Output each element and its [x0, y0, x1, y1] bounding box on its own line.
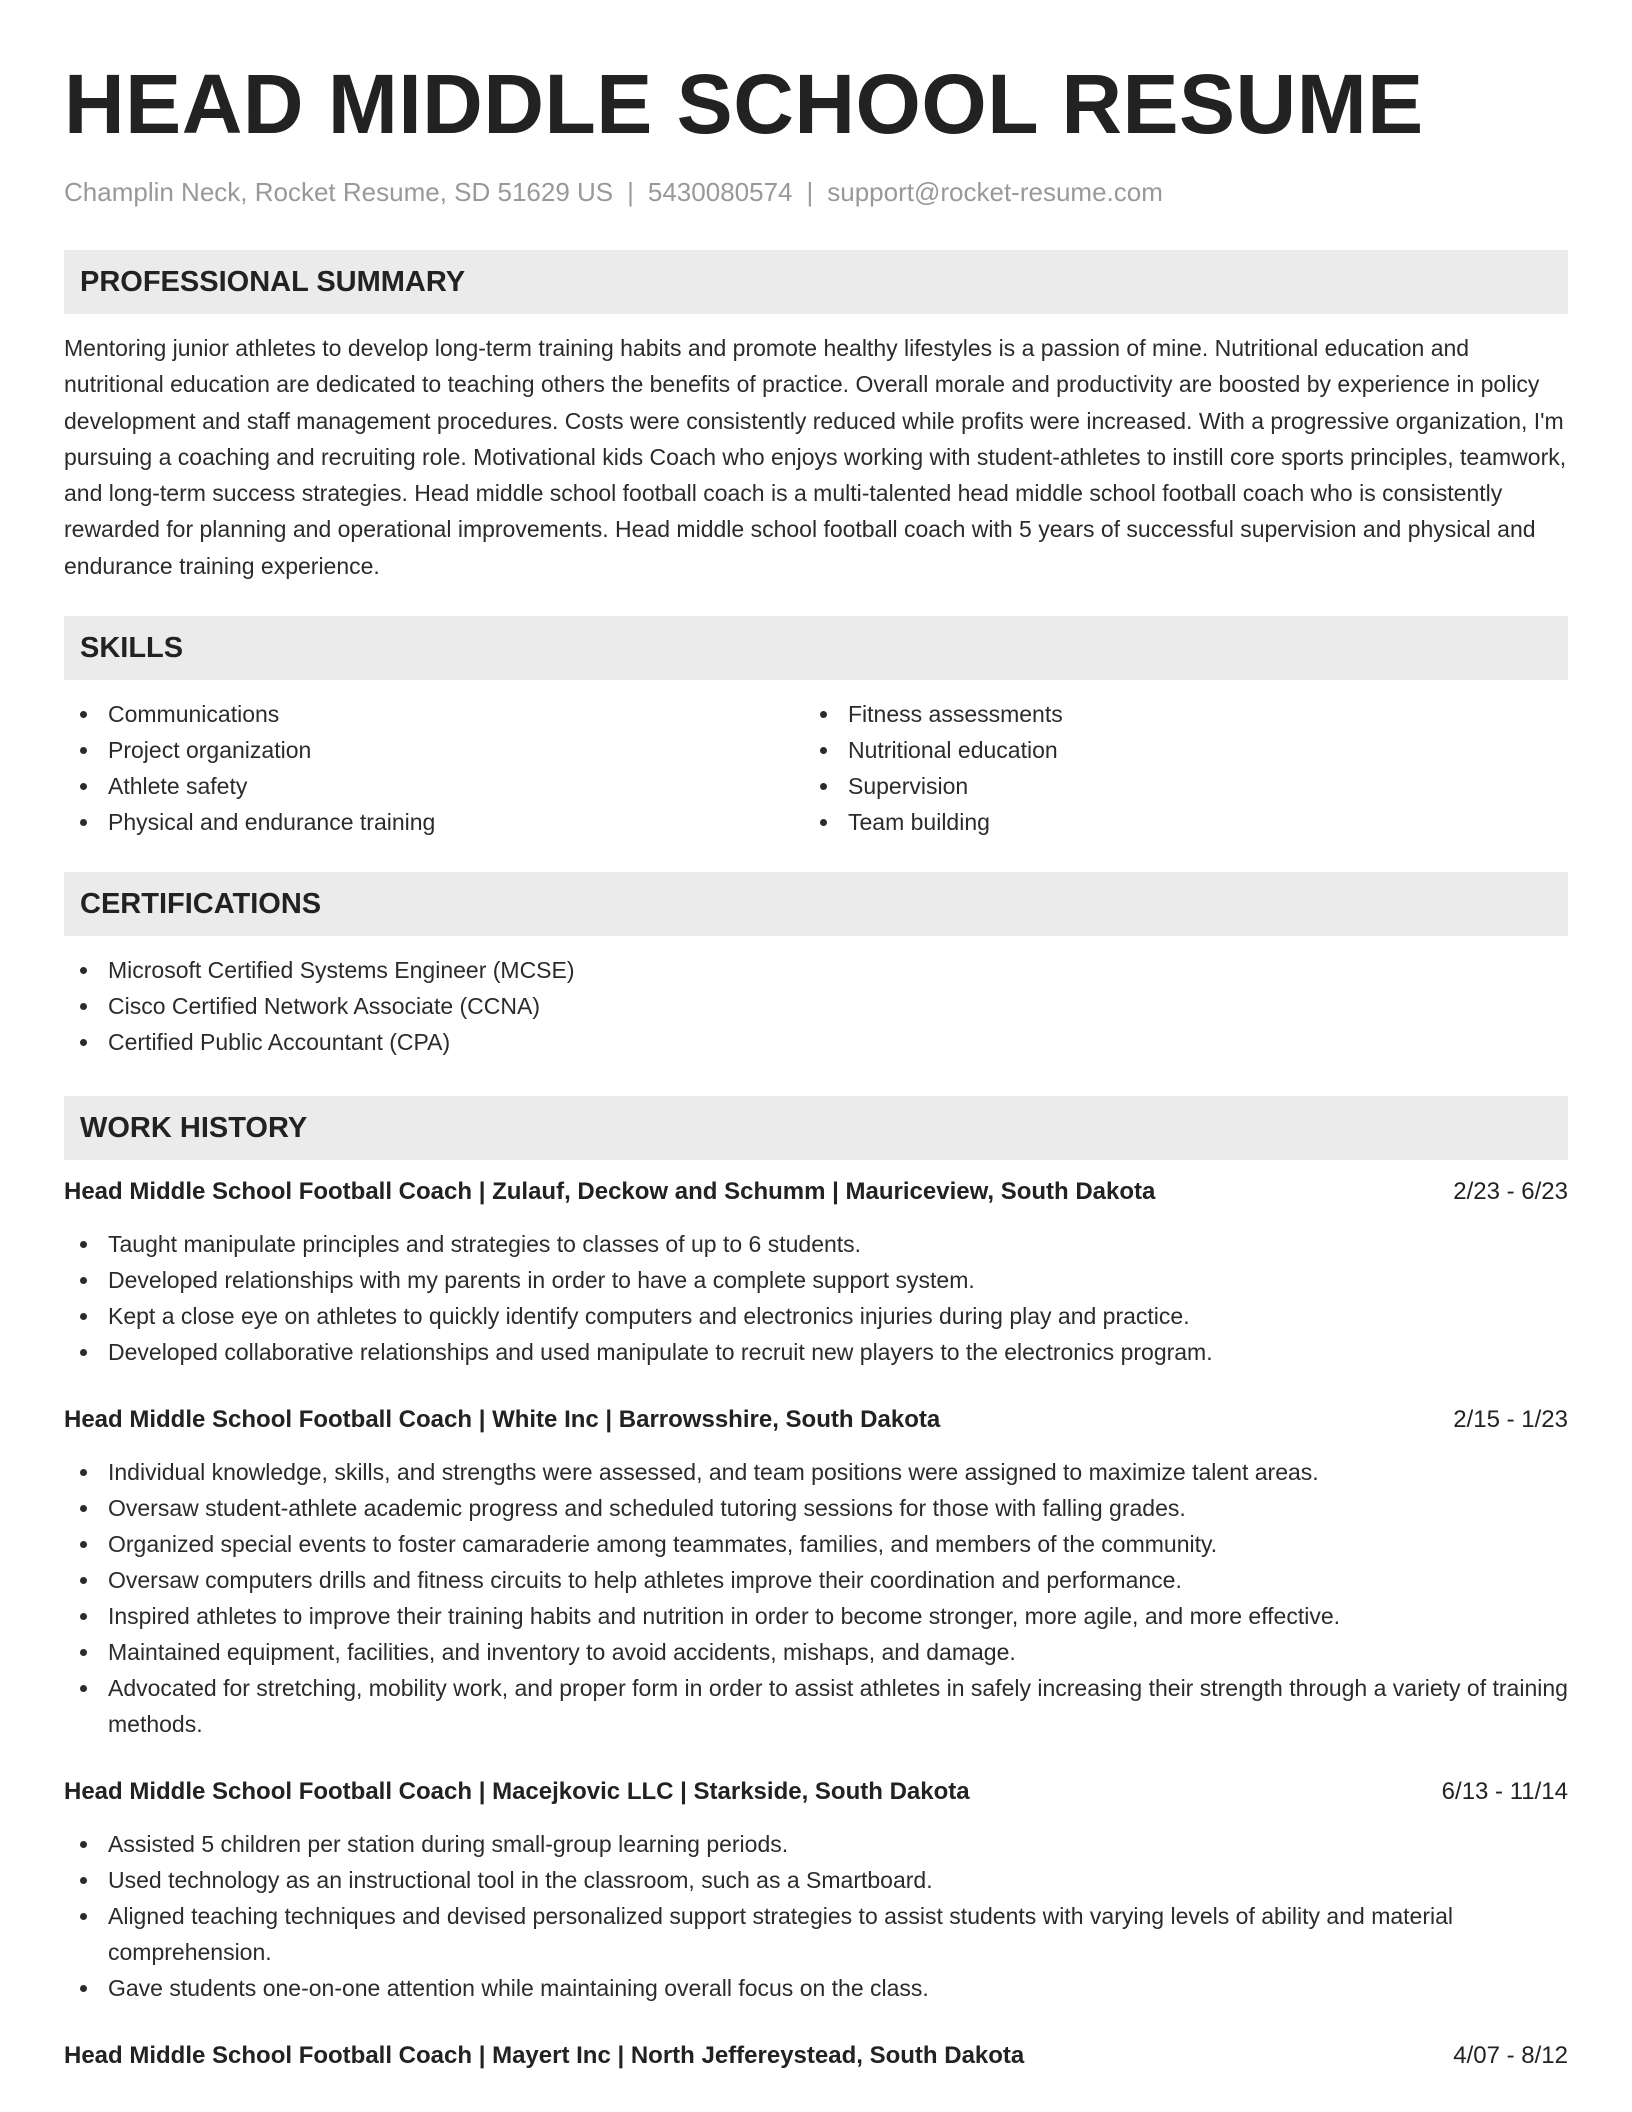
- job-dates: 2/23 - 6/23: [1453, 1178, 1568, 1206]
- job-bullet: Taught manipulate principles and strategies to classes of up to 6 students.: [64, 1226, 1568, 1262]
- skills-heading: SKILLS: [64, 616, 1568, 680]
- work-history-section: [64, 1096, 1568, 2074]
- job-title: Head Middle School Football Coach | White Inc | Barrowsshire, South Dakota: [64, 1406, 941, 1434]
- skill-item: Project organization: [64, 732, 804, 768]
- skill-item: Physical and endurance training: [64, 804, 804, 840]
- work-history-heading: WORK HISTORY: [64, 1096, 1568, 1160]
- job-bullet: Developed collaborative relationships and used manipulate to recruit new players to the electronics program.: [64, 1334, 1568, 1370]
- skill-item: Team building: [804, 804, 1544, 840]
- skills-section: [64, 616, 1568, 840]
- job-title: Head Middle School Football Coach | Mayert Inc | North Jeffereystead, South Dakota: [64, 2042, 1025, 2070]
- job-bullet: Kept a close eye on athletes to quickly identify computers and electronics injuries during play and practice.: [64, 1298, 1568, 1334]
- certifications-list: [64, 952, 1568, 1060]
- job-entry: [64, 1174, 1568, 1370]
- skills-list-left: [64, 696, 804, 840]
- certifications-section: [64, 872, 1568, 1060]
- job-bullet: Inspired athletes to improve their training habits and nutrition in order to become stronger, more agile, and more effective.: [64, 1598, 1568, 1634]
- job-bullet: Oversaw student-athlete academic progress and scheduled tutoring sessions for those with falling grades.: [64, 1490, 1568, 1526]
- skills-list-right: [804, 696, 1544, 840]
- job-bullet: Individual knowledge, skills, and strengths were assessed, and team positions were assigned to maximize talent areas.: [64, 1454, 1568, 1490]
- certification-item: Microsoft Certified Systems Engineer (MCSE): [64, 952, 1568, 988]
- job-dates: 6/13 - 11/14: [1441, 1778, 1568, 1806]
- job-dates: 4/07 - 8/12: [1453, 2042, 1568, 2070]
- resume-title: HEAD MIDDLE SCHOOL RESUME: [64, 57, 1424, 151]
- contact-address: Champlin Neck, Rocket Resume, SD 51629 US: [64, 177, 614, 207]
- job-title: Head Middle School Football Coach | Zulauf, Deckow and Schumm | Mauriceview, South Dakota: [64, 1178, 1156, 1206]
- job-bullet: Aligned teaching techniques and devised personalized support strategies to assist students with varying levels of ability and material comprehension.: [64, 1898, 1568, 1970]
- job-entry: [64, 1402, 1568, 1742]
- job-bullets: [64, 1826, 1568, 2006]
- job-header: [64, 1174, 1568, 1210]
- job-bullet: Advocated for stretching, mobility work, and proper form in order to assist athletes in safely increasing their strength through a variety of training methods.: [64, 1670, 1568, 1742]
- skill-item: Communications: [64, 696, 804, 732]
- contact-phone: 5430080574: [647, 177, 793, 207]
- job-bullets: [64, 1454, 1568, 1742]
- skills-grid: [64, 696, 1568, 840]
- job-entry: [64, 2038, 1568, 2074]
- job-bullet: Developed relationships with my parents in order to have a complete support system.: [64, 1262, 1568, 1298]
- job-dates: 2/15 - 1/23: [1453, 1406, 1568, 1434]
- job-bullet: Used technology as an instructional tool in the classroom, such as a Smartboard.: [64, 1862, 1568, 1898]
- job-header: [64, 1774, 1568, 1810]
- job-bullet: Assisted 5 children per station during small-group learning periods.: [64, 1826, 1568, 1862]
- summary-section: [64, 250, 1568, 584]
- summary-text: Mentoring junior athletes to develop long-term training habits and promote healthy lifestyles is a passion of mine. Nutritional education and nutritional education are dedicated to teaching others the benefits of practice. Overall morale and productivity are boosted by experience in policy development and staff management procedures. Costs were consistently reduced while profits were increased. With a progressive organization, I'm pursuing a coaching and recruiting role. Motivational kids Coach who enjoys working with student-athletes to instill core sports principles, teamwork, and long-term success strategies. Head middle school football coach is a multi-talented head middle school football coach who is consistently rewarded for planning and operational improvements. Head middle school football coach with 5 years of successful supervision and physical and endurance training experience.: [64, 335, 1567, 579]
- contact-separator: |: [806, 177, 814, 207]
- job-header: [64, 1402, 1568, 1438]
- job-title: Head Middle School Football Coach | Macejkovic LLC | Starkside, South Dakota: [64, 1778, 970, 1806]
- contact-line: [64, 174, 1568, 210]
- job-bullet: Oversaw computers drills and fitness circuits to help athletes improve their coordination and performance.: [64, 1562, 1568, 1598]
- job-bullets: [64, 1226, 1568, 1370]
- skill-item: Fitness assessments: [804, 696, 1544, 732]
- job-bullet: Maintained equipment, facilities, and inventory to avoid accidents, mishaps, and damage.: [64, 1634, 1568, 1670]
- contact-separator: |: [627, 177, 634, 207]
- job-bullet: Gave students one-on-one attention while maintaining overall focus on the class.: [64, 1970, 1568, 2006]
- contact-email[interactable]: support@rocket-resume.com: [827, 177, 1163, 207]
- skill-item: Athlete safety: [64, 768, 804, 804]
- job-entry: [64, 1774, 1568, 2006]
- certifications-heading: CERTIFICATIONS: [64, 872, 1568, 936]
- certification-item: Cisco Certified Network Associate (CCNA): [64, 988, 1568, 1024]
- skill-item: Supervision: [804, 768, 1544, 804]
- skill-item: Nutritional education: [804, 732, 1544, 768]
- certification-item: Certified Public Accountant (CPA): [64, 1024, 1568, 1060]
- job-bullet: Organized special events to foster camaraderie among teammates, families, and members of the community.: [64, 1526, 1568, 1562]
- job-header: [64, 2038, 1568, 2074]
- summary-heading: PROFESSIONAL SUMMARY: [64, 250, 1568, 314]
